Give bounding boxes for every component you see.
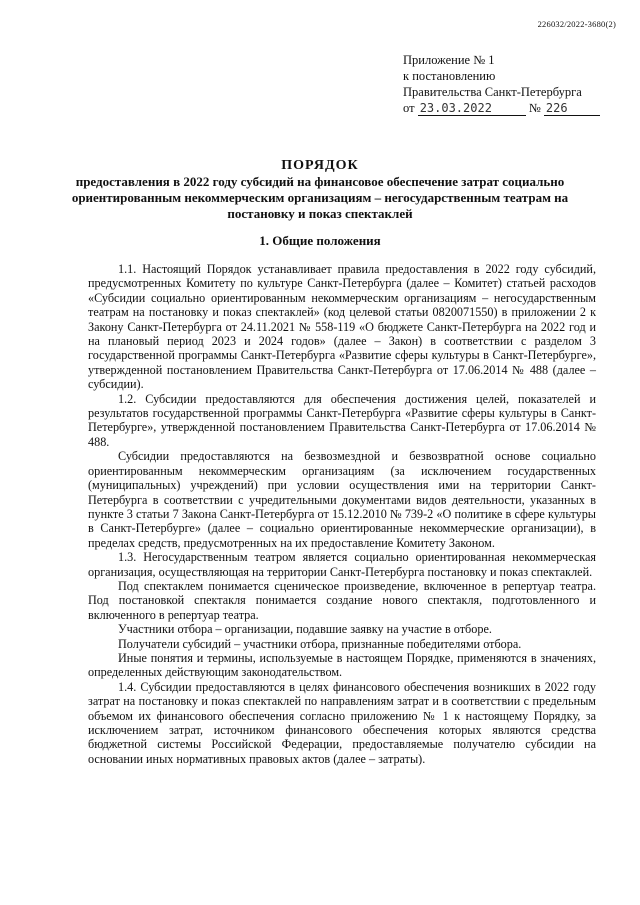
handwritten-number: 226: [545, 101, 568, 115]
document-title: [40, 158, 600, 222]
date-prefix: от: [403, 101, 415, 115]
paragraph: Под спектаклем понимается сценическое произведение, включенное в репертуар театра. Под постановкой спектакля понимается создание нового спектакля, подготовленного и включенного в репертуар театра.: [88, 578, 596, 622]
appendix-block: [403, 52, 623, 116]
appendix-line-2: к постановлению: [403, 69, 496, 83]
paragraph: Субсидии предоставляются на безвозмездной и безвозвратной основе социально ориентированным некоммерческим организациям (за исключением государственных (муниципальных) учреждений) при условии осуществления ими на территории Санкт-Петербурга в соответствии с учредительными документами видов деятельности, указанных в пункте 3 статьи 7 Закона Санкт-Петербурга от 15.12.2010 № 739-2 «О политике в сфере культуры в Санкт-Петербурге» (далее – социально ориентированные некоммерческие организации), в пределах средств, предусмотренных на их предоставление Комитету Законом.: [88, 449, 596, 550]
appendix-line-1: Приложение № 1: [403, 53, 495, 67]
title-text: предоставления в 2022 году субсидий на финансовое обеспечение затрат социально ориентированным некоммерческим организациям – негосударственным театрам на постановку и показ спектаклей: [71, 174, 569, 221]
paragraph: 1.2. Субсидии предоставляются для обеспечения достижения целей, показателей и результатов государственной программы Санкт-Петербурга «Развитие сферы культуры в Санкт-Петербурге», утвержденной постановлением Правительства Санкт-Петербурга от 17.06.2014 № 488.: [88, 391, 596, 449]
section-heading: 1. Общие положения: [259, 233, 381, 248]
paragraph: 1.4. Субсидии предоставляются в целях финансового обеспечения возникших в 2022 году затрат на постановку и показ спектаклей по направлениям затрат и в соответствии с предельным объемом их финансового обеспечения согласно приложению № 1 к настоящему Порядку, за исключением затрат, источником финансового обеспечения которых являются средства бюджетной системы Российской Федерации, предоставляемые получателю субсидии на основании иных нормативных правовых актов (далее – затраты).: [88, 679, 596, 766]
appendix-date-line: [403, 100, 623, 116]
document-number: 226032/2022-3680(2): [537, 19, 616, 29]
document-body: [88, 262, 596, 766]
paragraph: Участники отбора – организации, подавшие заявку на участие в отборе.: [118, 622, 492, 637]
handwritten-date: 23.03.2022: [419, 101, 492, 115]
paragraph: Получатели субсидий – участники отбора, признанные победителями отбора.: [118, 636, 522, 651]
number-prefix: №: [528, 101, 541, 115]
appendix-line-3: Правительства Санкт-Петербурга: [403, 85, 582, 99]
date-underline: [418, 102, 526, 116]
paragraph: 1.3. Негосударственным театром является социально ориентированная некоммерческая организация, осуществляющая на территории Санкт-Петербурга постановку и показ спектаклей.: [88, 550, 596, 579]
paragraph: Иные понятия и термины, используемые в настоящем Порядке, применяются в значениях, определенных действующим законодательством.: [88, 650, 596, 680]
number-underline: [544, 102, 600, 116]
title-heading: ПОРЯДОК: [281, 158, 359, 173]
paragraph: 1.1. Настоящий Порядок устанавливает правила предоставления в 2022 году субсидий, предусмотренных Комитету по культуре Санкт-Петербурга (далее – Комитет) статьей расходов «Субсидии социально ориентированным некоммерческим организациям – негосударственным театрам на постановку и показ спектаклей» (код целевой статьи 0820071550) в приложении 2 к Закону Санкт-Петербурга от 24.11.2021 № 558-119 «О бюджете Санкт-Петербурга на 2022 год и на плановый период 2023 и 2024 годов» (далее – Закон) в соответствии с разделом 3 государственной программы Санкт-Петербурга «Развитие сферы культуры в Санкт-Петербурге», утвержденной постановлением Правительства Санкт-Петербурга от 17.06.2014 № 488 (далее – субсидии).: [88, 262, 596, 392]
